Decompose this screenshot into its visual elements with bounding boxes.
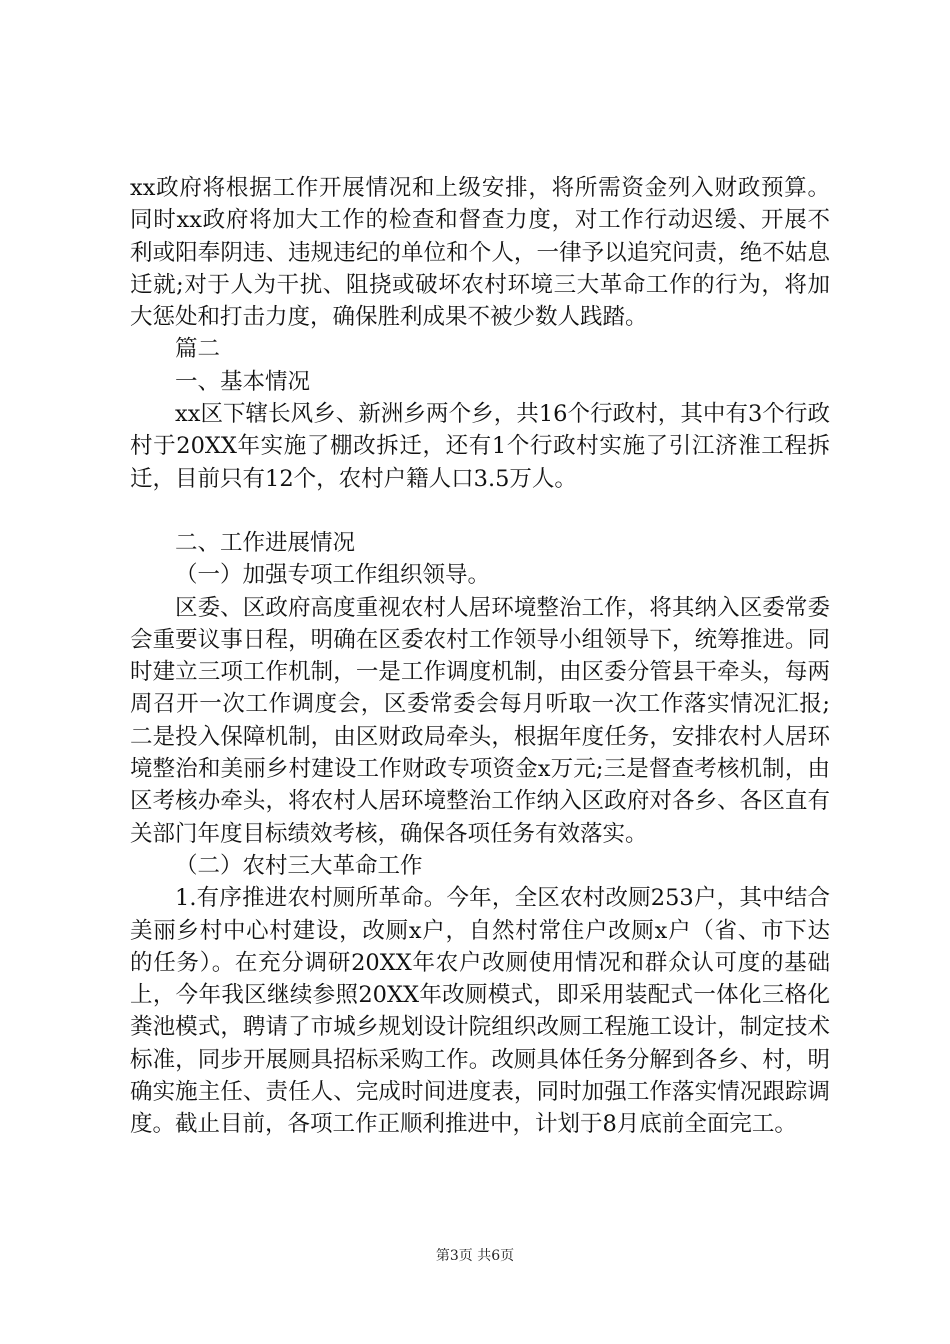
document-body: [130, 172, 830, 1141]
paragraph-organization-leadership: 区委、区政府高度重视农村人居环境整治工作，将其纳入区委常委会重要议事日程，明确在区委农村工作领导小组领导下，统筹推进。同时建立三项工作机制，一是工作调度机制，由区委分管县干牵头，每两周召开一次工作调度会，区委常委会每月听取一次工作落实情况汇报;二是投入保障机制，由区财政局牵头，根据年度任务，安排农村人居环境整治和美丽乡村建设工作财政专项资金x万元;三是督查考核机制，由区考核办牵头，将农村人居环境整治工作纳入区政府对各乡、各区直有关部门年度目标绩效考核，确保各项任务有效落实。: [130, 594, 830, 847]
subheading-organization-leadership: （一）加强专项工作组织领导。: [175, 562, 491, 589]
paragraph-gap: [130, 495, 830, 527]
page-number-footer: 第3页 共6页: [435, 1248, 515, 1264]
paragraph-toilet-revolution: 1.有序推进农村厕所革命。今年，全区农村改厕253户，其中结合美丽乡村中心村建设，改厕x户，自然村常住户改厕x户（省、市下达的任务）。在充分调研20XX年农户改厕使用情况和群众认可度的基础上，今年我区继续参照20XX年改厕模式，即采用装配式一体化三格化粪池模式，聘请了市城乡规划设计院组织改厕工程施工设计，制定技术标准，同步开展厕具招标采购工作。改厕具体任务分解到各乡、村，明确实施主任、责任人、完成时间进度表，同时加强工作落实情况跟踪调度。截止目前，各项工作正顺利推进中，计划于8月底前全面完工。: [130, 885, 830, 1138]
paragraph-basic-situation: xx区下辖长风乡、新洲乡两个乡，共16个行政村，其中有3个行政村于20XX年实施了棚改拆迁，还有1个行政村实施了引江济淮工程拆迁，目前只有12个，农村户籍人口3.5万人。: [130, 401, 830, 492]
heading-basic-situation: 一、基本情况: [175, 368, 311, 395]
subheading-three-revolutions: （二）农村三大革命工作: [175, 852, 423, 879]
heading-work-progress: 二、工作进展情况: [175, 529, 356, 556]
section-title-part-two: 篇二: [175, 336, 221, 363]
paragraph-funding-accountability: xx政府将根据工作开展情况和上级安排，将所需资金列入财政预算。同时xx政府将加大工作的检查和督查力度，对工作行动迟缓、开展不利或阳奉阴违、违规违纪的单位和个人，一律予以追究问责，绝不姑息迁就;对于人为干扰、阻挠或破坏农村环境三大革命工作的行为，将加大惩处和打击力度，确保胜利成果不被少数人践踏。: [130, 175, 830, 331]
